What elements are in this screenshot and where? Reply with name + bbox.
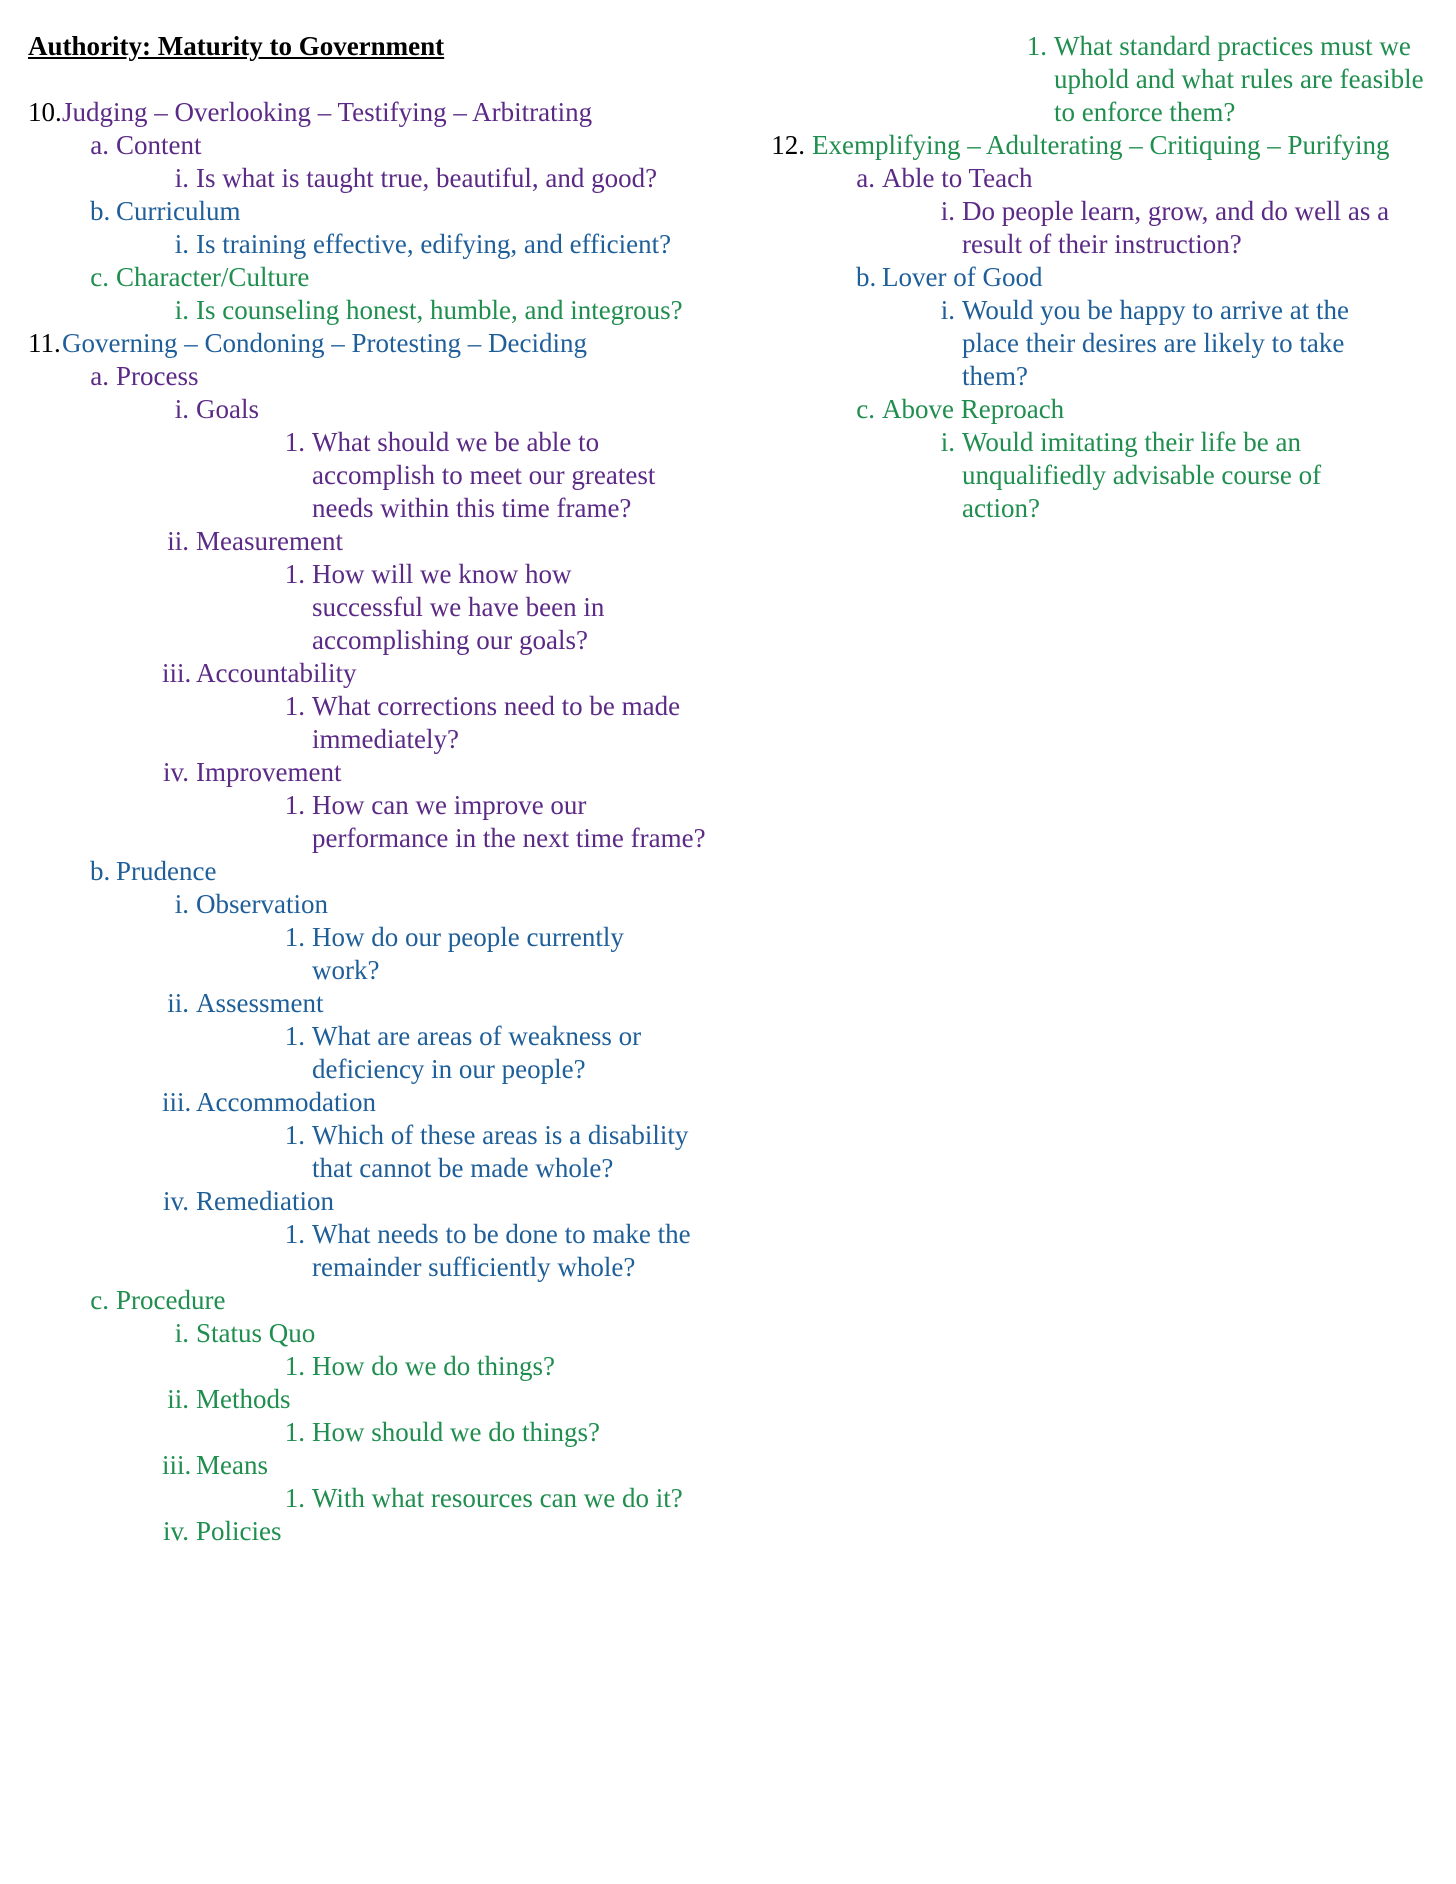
right-column — [770, 30, 1430, 525]
section-11-a: a. Process — [90, 361, 199, 391]
section-11-a-iv: iv. Improvement — [163, 757, 342, 787]
section-10-c-i: i. Is counseling honest, humble, and integrous? — [174, 295, 683, 325]
section-11-c-ii: ii. Methods — [167, 1384, 291, 1414]
section-11-a-i: i. Goals — [174, 394, 259, 424]
section-10-a: a. Content — [90, 130, 202, 160]
section-11-a-iii: iii. Accountability — [162, 658, 357, 688]
section-11-b: b. Prudence — [90, 856, 217, 886]
section-12-b: b. Lover of Good — [856, 262, 1043, 292]
section-11-c-i: i. Status Quo — [174, 1318, 316, 1348]
section-12-a-i: i. Do people learn, grow, and do well as a result of their instruction? — [940, 196, 1390, 259]
section-11-a-iv-1: 1. How can we improve our performance in the next time frame? — [284, 790, 706, 853]
section-10-c: c. Character/Culture — [90, 262, 310, 292]
section-11-c-iii-1: 1. With what resources can we do it? — [284, 1483, 683, 1513]
section-10-a-i: i. Is what is taught true, beautiful, and good? — [174, 163, 658, 193]
section-12-a: a. Able to Teach — [856, 163, 1033, 193]
section-12-b-i: i. Would you be happy to arrive at the place their desires are likely to take them? — [940, 295, 1349, 391]
section-11-c-iv: iv. Policies — [163, 1516, 282, 1546]
section-11-a-ii: ii. Measurement — [167, 526, 343, 556]
section-11-b-iii: iii. Accommodation — [162, 1087, 376, 1117]
section-11-b-ii-1: 1. What are areas of weakness or deficiency in our people? — [284, 1021, 642, 1084]
section-11-b-i: i. Observation — [174, 889, 328, 919]
section-11-a-i-1: 1. What should we be able to accomplish to meet our greatest needs within this time frame? — [284, 427, 656, 523]
section-11-b-i-1: 1. How do our people currently work? — [284, 922, 624, 985]
section-12-c: c. Above Reproach — [856, 394, 1065, 424]
section-11-b-ii: ii. Assessment — [167, 988, 324, 1018]
page-title: Authority: Maturity to Government — [28, 31, 445, 61]
section-11-a-iii-1: 1. What corrections need to be made immediately? — [284, 691, 681, 754]
section-10-b-i: i. Is training effective, edifying, and efficient? — [174, 229, 672, 259]
section-10-b: b. Curriculum — [90, 196, 241, 226]
section-11-c-ii-1: 1. How should we do things? — [284, 1417, 600, 1447]
section-11-c: c. Procedure — [90, 1285, 226, 1315]
section-12-heading: 12. Exemplifying – Adulterating – Critiquing – Purifying — [771, 130, 1390, 160]
section-12-c-i: i. Would imitating their life be an unqualifiedly advisable course of action? — [940, 427, 1322, 523]
section-11-b-iii-1: 1. Which of these areas is a disability that cannot be made whole? — [284, 1120, 689, 1183]
section-11-c-iii: iii. Means — [162, 1450, 268, 1480]
section-11-a-ii-1: 1. How will we know how successful we have been in accomplishing our goals? — [284, 559, 605, 655]
section-11-heading: 11. Governing – Condoning – Protesting – Deciding — [28, 328, 587, 358]
section-11-c-iv-1: 1. What standard practices must we uphold and what rules are feasible to enforce them? — [1026, 31, 1424, 127]
section-11-c-i-1: 1. How do we do things? — [284, 1351, 555, 1381]
section-11-b-iv-1: 1. What needs to be done to make the remainder sufficiently whole? — [284, 1219, 691, 1282]
section-11-b-iv: iv. Remediation — [163, 1186, 334, 1216]
section-10-heading: 10. Judging – Overlooking – Testifying – Arbitrating — [28, 97, 593, 127]
left-column — [28, 30, 708, 1548]
